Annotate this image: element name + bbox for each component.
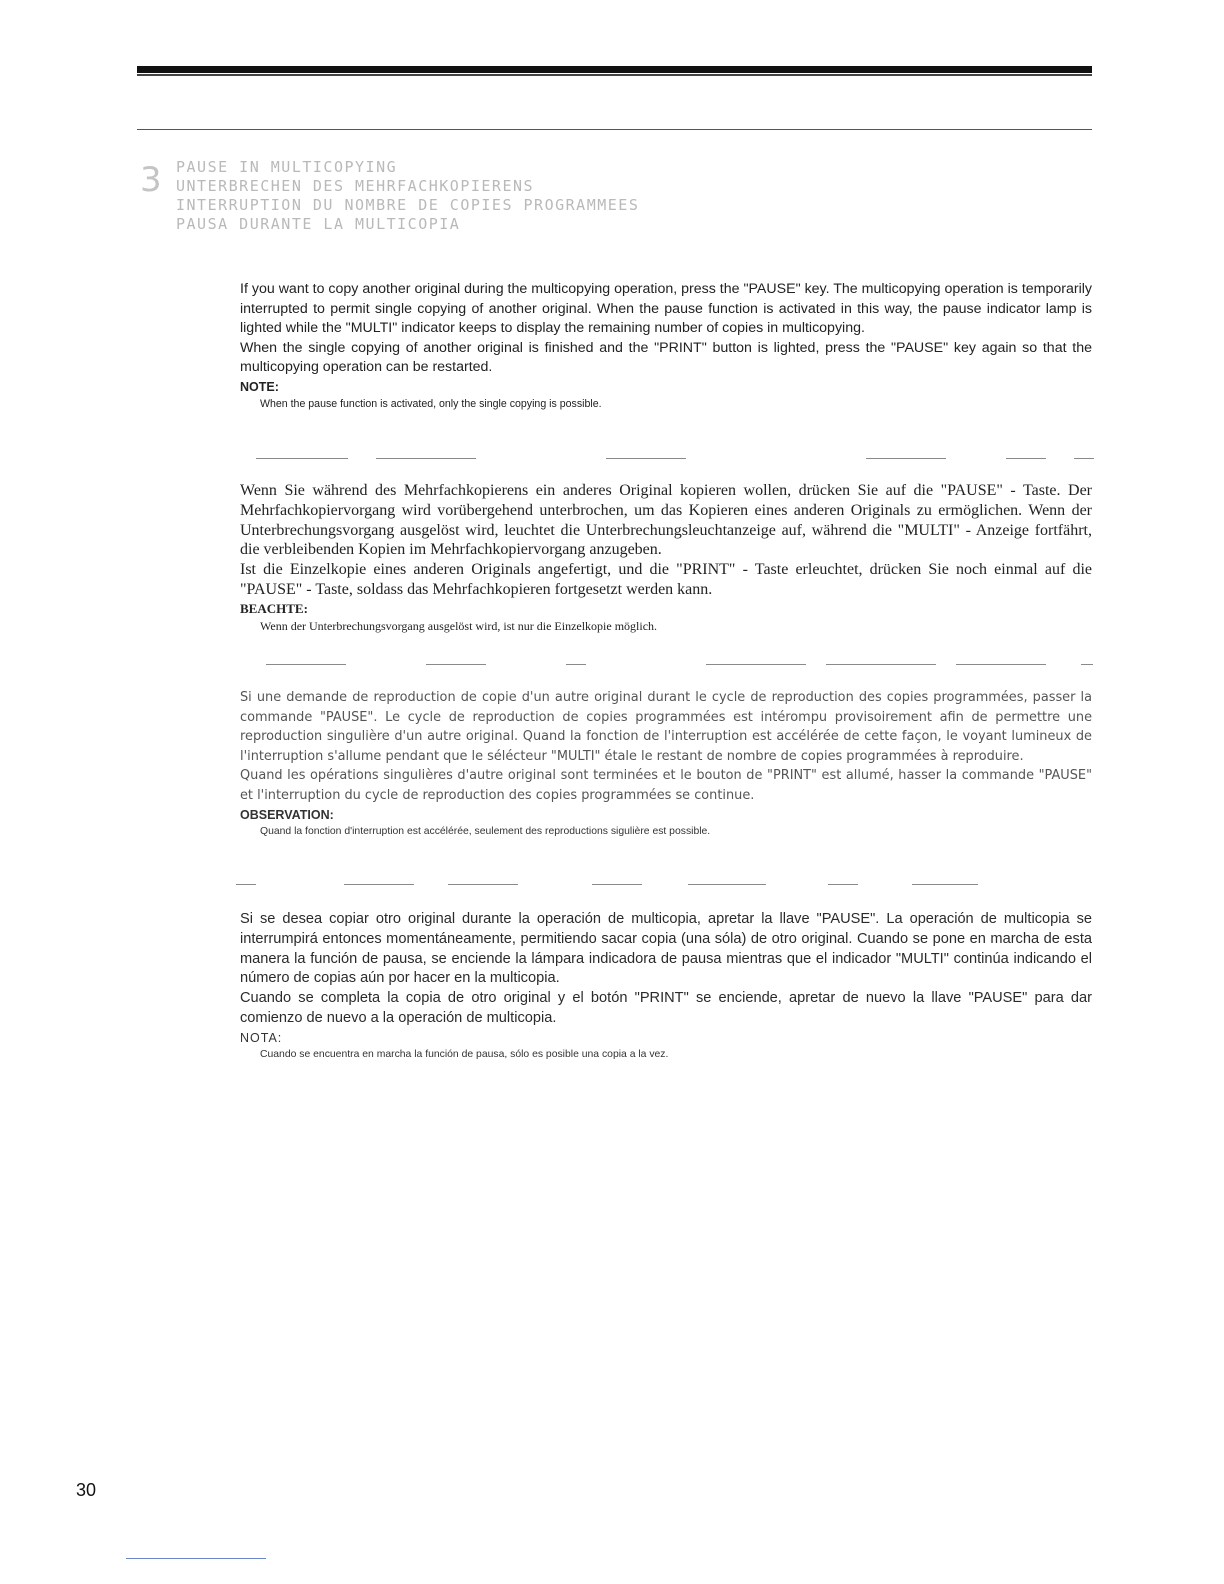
footer-rule [126, 1558, 266, 1559]
separator-dashed-2 [236, 664, 1094, 666]
header-divider-rule [137, 129, 1092, 130]
top-thick-rule [137, 66, 1092, 73]
top-thin-rule [137, 74, 1092, 76]
french-paragraph-1: Si une demande de reproduction de copie d'un autre original durant le cycle de reproduction des copies programmées, passer la commande "PAUSE". Le cycle de reproduction de copies programmées est intérompu provisoirement afin de permettre une reproduction singulière d'un autre original. Quand la fonction de l'interruption est accélérée de cette façon, le voyant lumineux de l'interruption s'allume pendant que le sélécteur "MULTI" étale le restant de nombre de copies programmées à reproduire. [240, 690, 1092, 764]
german-note: Wenn der Unterbrechungsvorgang ausgelöst wird, ist nur die Einzelkopie möglich. [260, 618, 658, 633]
page-number: 30 [76, 1480, 97, 1500]
spanish-note-label: NOTA: [240, 1030, 283, 1045]
heading-english: PAUSE IN MULTICOPYING [176, 158, 398, 176]
heading-french: INTERRUPTION DU NOMBRE DE COPIES PROGRAMMEES [176, 196, 640, 214]
spanish-section [240, 910, 1092, 1063]
german-section [240, 481, 1092, 634]
spanish-paragraph-2: Cuando se completa la copia de otro original y el botón "PRINT" se enciende, apretar de nuevo la llave "PAUSE" para dar comienzo de nuevo a la operación de multicopia. [240, 990, 1092, 1026]
spanish-note: Cuando se encuentra en marcha la función de pausa, sólo es posible una copia a la vez. [260, 1048, 669, 1060]
english-section [240, 280, 1092, 412]
spanish-paragraph-1: Si se desea copiar otro original durante la operación de multicopia, apretar la llave "PAUSE". La operación de multicopia se interrumpirá entonces momentáneamente, permitiendo sacar copia (una sóla) de otro original. Cuando se pone en marcha de esta manera la función de pausa, se enciende la lámpara indicadora de pausa mientras que el indicador "MULTI" continúa indicando el número de copias aún por hacer en la multicopia. [240, 911, 1092, 987]
separator-dashed-1 [236, 458, 1094, 460]
english-paragraph-2: When the single copying of another original is finished and the "PRINT" button is lighted, press the "PAUSE" key again so that the multicopying operation can be restarted. [240, 339, 1092, 376]
german-paragraph-2: Ist die Einzelkopie eines anderen Originals angefertigt, und die "PRINT" - Taste erleuchtet, drücken Sie noch einmal auf die "PAUSE" - Taste, soldass das Mehrfachkopieren fortgesetzt werden kann. [240, 561, 1092, 598]
german-note-label: BEACHTE: [240, 600, 308, 616]
english-paragraph-1: If you want to copy another original during the multicopying operation, press the "PAUSE" key. The multicopying operation is temporarily interrupted to permit single copying of another original. When the pause function is activated in this way, the pause indicator lamp is lighted while the "MULTI" indicator keeps to display the remaining number of copies in multicopying. [240, 281, 1092, 337]
section-headings [176, 158, 639, 234]
heading-spanish: PAUSA DURANTE LA MULTICOPIA [176, 215, 461, 233]
separator-dashed-3 [236, 884, 1094, 886]
french-paragraph-2: Quand les opérations singulières d'autre original sont terminées et le bouton de "PRINT" est allumé, hasser la commande "PAUSE" et l'interruption du cycle de reproduction des copies programmées se continue. [240, 768, 1092, 803]
heading-german: UNTERBRECHEN DES MEHRFACHKOPIERENS [176, 177, 535, 195]
french-section [240, 688, 1092, 840]
french-note: Quand la fonction d'interruption est accélérée, seulement des reproductions sigulière est possible. [260, 825, 711, 837]
english-note: When the pause function is activated, only the single copying is possible. [260, 397, 602, 410]
section-number: 3 [140, 160, 162, 200]
english-note-label: NOTE: [240, 379, 279, 394]
french-note-label: OBSERVATION: [240, 807, 334, 822]
german-paragraph-1: Wenn Sie während des Mehrfachkopierens ein anderes Original kopieren wollen, drücken Sie auf die "PAUSE" - Taste. Der Mehrfachkopiervorgang wird vorübergehend unterbrochen, um das Kopieren eines anderen Originals zu ermöglichen. Wenn der Unterbrechungsvorgang ausgelöst wird, leuchtet die Unterbrechungsleuchtanzeige auf, während die "MULTI" - Anzeige fortfährt, die verbleibenden Kopien im Mehrfachkopiervorgang anzugeben. [240, 482, 1092, 559]
